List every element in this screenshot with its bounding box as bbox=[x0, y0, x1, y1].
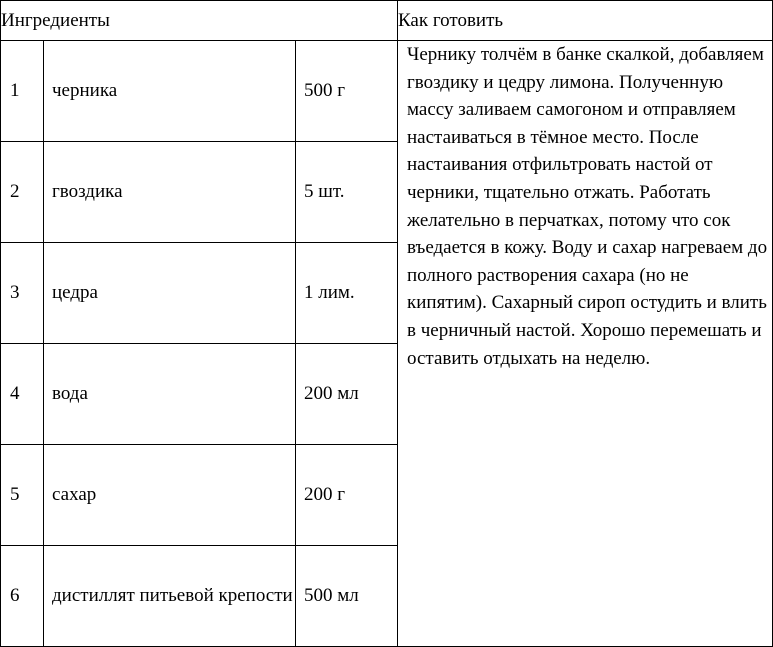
ingredient-quantity: 500 г bbox=[296, 41, 398, 142]
ingredient-quantity: 200 г bbox=[296, 445, 398, 546]
ingredients-header: Ингредиенты bbox=[1, 1, 398, 41]
row-number: 2 bbox=[1, 142, 44, 243]
table-header-row bbox=[1, 1, 773, 41]
ingredient-row-1 bbox=[1, 41, 773, 142]
method-text: Чернику толчём в банке скалкой, добавляем гвоздику и цедру лимона. Полученную массу заливаем самогоном и отправляем настаиваться в тёмное место. После настаивания отфильтровать настой от черники, тщательно отжать. Работать желательно в перчатках, потому что сок въедается в кожу. Воду и сахар нагреваем до полного растворения сахара (но не кипятим). Сахарный сироп остудить и влить в черничный настой. Хорошо перемешать и оставить отдыхать на неделю. bbox=[407, 44, 768, 369]
method-cell bbox=[398, 41, 773, 647]
row-number: 5 bbox=[1, 445, 44, 546]
ingredient-name: сахар bbox=[44, 445, 296, 546]
ingredient-quantity: 5 шт. bbox=[296, 142, 398, 243]
ingredient-name: гвоздика bbox=[44, 142, 296, 243]
row-number: 1 bbox=[1, 41, 44, 142]
ingredient-quantity: 1 лим. bbox=[296, 243, 398, 344]
row-number: 4 bbox=[1, 344, 44, 445]
row-number: 6 bbox=[1, 546, 44, 647]
ingredient-name: вода bbox=[44, 344, 296, 445]
ingredient-quantity: 200 мл bbox=[296, 344, 398, 445]
row-number: 3 bbox=[1, 243, 44, 344]
ingredient-name: дистиллят питьевой крепости bbox=[44, 546, 296, 647]
ingredient-name: черника bbox=[44, 41, 296, 142]
method-header: Как готовить bbox=[398, 1, 773, 41]
ingredient-quantity: 500 мл bbox=[296, 546, 398, 647]
ingredient-name: цедра bbox=[44, 243, 296, 344]
